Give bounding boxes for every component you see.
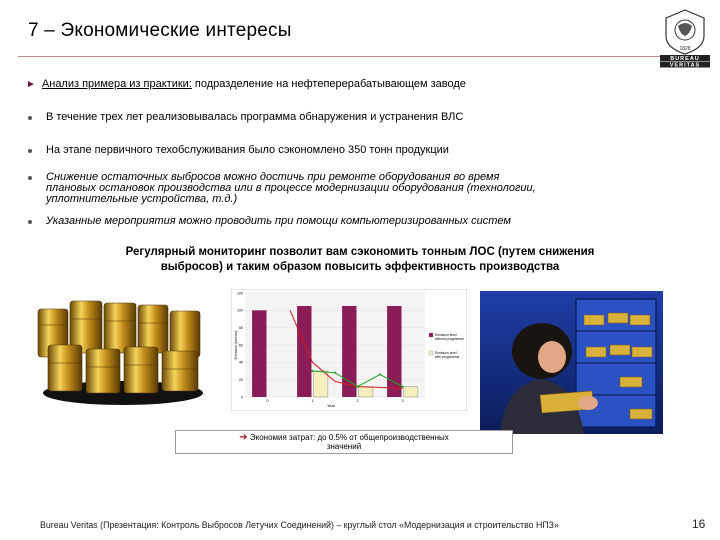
page-title: 7 – Экономические интересы: [28, 20, 292, 41]
chart-y-tick-label: 40: [239, 360, 243, 365]
lead-line: [26, 78, 466, 90]
chart-legend-label: Emission level: [435, 351, 457, 355]
oil-barrels-photo: [28, 289, 218, 409]
title-divider: [18, 56, 678, 57]
chart-legend-label: with programme: [435, 355, 460, 360]
bullet-text: В течение трех лет реализовывалась программа обнаружения и устранения ВЛС: [46, 111, 464, 123]
bullet-dot-icon: [28, 116, 32, 120]
bureau-veritas-logo: [654, 8, 716, 68]
gold-bars-photo: [480, 291, 663, 434]
bullet-dot-icon: [28, 220, 32, 224]
logo-line1: BUREAU: [670, 56, 700, 62]
footer-text: Bureau Veritas (Презентация: Контроль Выбросов Летучих Соединений) – круглый стол «Модернизация и строительство НПЗ»: [40, 520, 559, 530]
bullet-dot-icon: [28, 149, 32, 153]
chart-y-tick-label: 0: [241, 395, 243, 400]
page-number: 16: [692, 517, 706, 531]
bullet-dot-icon: [28, 176, 32, 180]
chart-legend-swatch: [429, 333, 433, 337]
logo-line2: VERITAS: [669, 62, 701, 68]
savings-line-2: значений: [326, 442, 362, 451]
chart-x-tick-label: 1: [311, 399, 314, 403]
chart-y-tick-label: 100: [237, 308, 243, 313]
chart-x-tick-label: 2: [356, 399, 359, 403]
lead-underlined: Анализ примера из практики:: [41, 78, 192, 90]
chart-point: [401, 386, 403, 388]
chart-legend-swatch: [429, 351, 433, 355]
chart-point: [334, 372, 336, 374]
chart-y-label: Emission (tonnes): [234, 330, 238, 360]
bullet-text-line: плановых остановок производства или в процессе модернизации оборудования (технологии,: [46, 182, 536, 194]
emission-chart: [231, 289, 467, 411]
highlight-line-1: Регулярный мониторинг позволит вам сэкономить тонным ЛОС (путем снижения: [125, 246, 595, 258]
arrow-right-icon: ➔: [239, 432, 248, 443]
chart-bar-without-programme: [252, 310, 266, 397]
chart-legend-label: Emission level: [435, 333, 457, 337]
chart-bar-without-programme: [387, 306, 401, 397]
highlight-line-2: выбросов) и таким образом повысить эффективность производства: [160, 261, 560, 273]
bullet-text-line: уплотнительные устройства, т.д.): [46, 193, 238, 205]
bullet-text-line: Снижение остаточных выбросов можно достичь при ремонте оборудования во время: [46, 171, 500, 183]
bullet-text: Указанные мероприятия можно проводить при помощи компьютеризированных систем: [46, 215, 511, 227]
chart-point: [311, 370, 313, 372]
chart-y-tick-label: 120: [237, 291, 243, 296]
chart-x-tick-label: 0: [266, 399, 269, 403]
chart-y-tick-label: 60: [239, 343, 243, 348]
chart-y-tick-label: 80: [239, 325, 243, 330]
chart-x-label: Year: [326, 403, 336, 408]
chart-bar-with-programme: [359, 387, 373, 397]
chart-y-tick-label: 20: [239, 377, 243, 382]
triangle-arrow-icon: ►: [26, 79, 36, 90]
savings-box: [175, 430, 513, 454]
chart-point: [356, 386, 358, 388]
highlight-text: [40, 245, 680, 275]
chart-legend-label: without programme: [435, 337, 465, 342]
logo-year: 1828: [679, 46, 691, 52]
bullet-text: На этапе первичного техобслуживания было сэкономлено 350 тонн продукции: [46, 144, 449, 156]
savings-line-1: Экономия затрат: до 0.5% от общепроизводственных: [249, 433, 449, 442]
chart-bar-without-programme: [297, 306, 311, 397]
chart-x-tick-label: 3: [401, 399, 404, 403]
chart-bar-with-programme: [404, 387, 418, 397]
lead-rest: подразделение на нефтеперерабатывающем заводе: [191, 78, 466, 90]
chart-bar-with-programme: [314, 371, 328, 397]
chart-point: [379, 373, 381, 375]
